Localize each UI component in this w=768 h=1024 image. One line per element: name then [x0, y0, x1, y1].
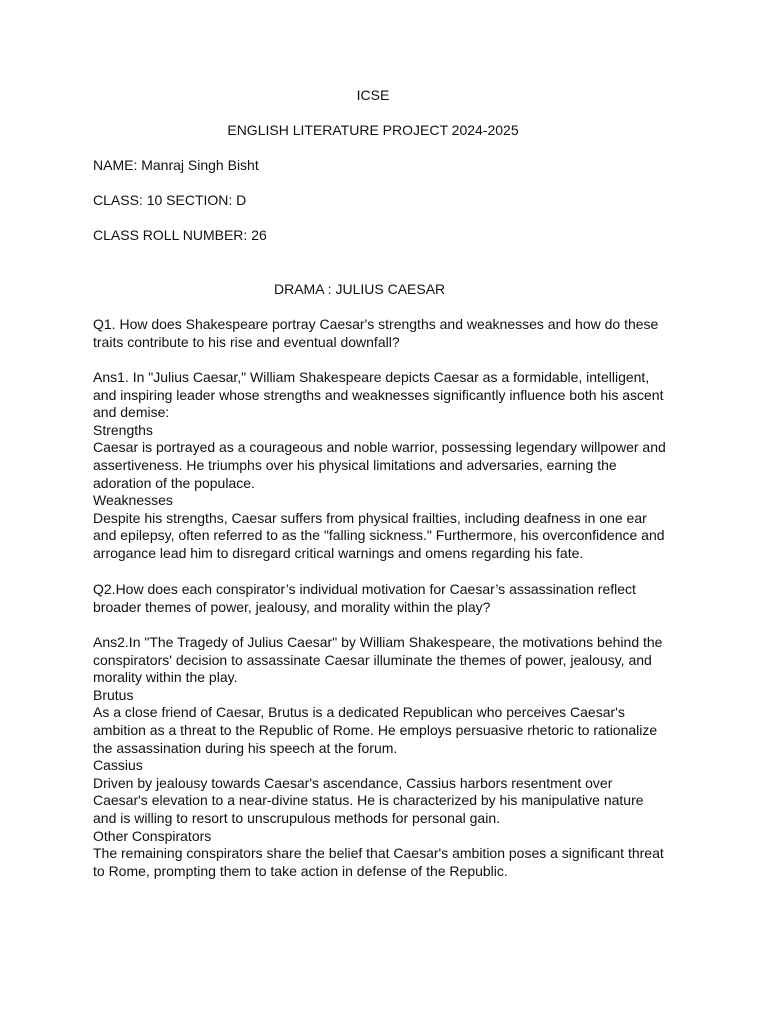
weaknesses-line: arrogance lead him to disregard critical warnings and omens regarding his fate.: [93, 544, 584, 561]
strengths-heading: Strengths: [93, 421, 153, 438]
q1-answer-line: and inspiring leader whose strengths and weaknesses significantly influence both his ascent: [93, 386, 664, 403]
cassius-line: and is willing to resort to unscrupulous methods for personal gain.: [93, 809, 500, 826]
q1-question-line: Q1. How does Shakespeare portray Caesar's strengths and weaknesses and how do these: [93, 316, 659, 332]
cassius-line: Driven by jealousy towards Caesar's ascendance, Cassius harbors resentment over: [93, 774, 613, 791]
weaknesses-heading: Weaknesses: [93, 492, 173, 509]
q2-question-line: Q2.How does each conspirator’s individual motivation for Caesar’s assassination reflect: [93, 581, 636, 597]
weaknesses-line: Despite his strengths, Caesar suffers from physical frailties, including deafness in one ear: [93, 509, 647, 526]
brutus-line: ambition as a threat to the Republic of Rome. He employs persuasive rhetoric to rationalize: [93, 721, 658, 738]
q2-question-line: broader themes of power, jealousy, and morality within the play?: [93, 598, 491, 615]
strengths-line: Caesar is portrayed as a courageous and noble warrior, possessing legendary willpower and: [93, 439, 666, 456]
q1-answer-line: Ans1. In "Julius Caesar," William Shakespeare depicts Caesar as a formidable, intelligent,: [93, 369, 650, 385]
board-title: ICSE: [356, 87, 390, 103]
q2-answer-line: Ans2.In "The Tragedy of Julius Caesar" by William Shakespeare, the motivations behind the: [93, 634, 663, 650]
brutus-line: the assassination during his speech at the forum.: [93, 739, 398, 756]
class-section: CLASS: 10 SECTION: D: [93, 192, 247, 208]
q1-answer: [93, 369, 678, 563]
roll-number: CLASS ROLL NUMBER: 26: [93, 227, 267, 243]
other-conspirators-line: to Rome, prompting them to take action in defense of the Republic.: [93, 862, 508, 879]
other-conspirators-heading: Other Conspirators: [93, 827, 212, 844]
q2-answer-line: conspirators' decision to assassinate Caesar illuminate the themes of power, jealousy, and: [93, 651, 652, 668]
drama-title: DRAMA : JULIUS CAESAR: [274, 281, 446, 297]
strengths-line: adoration of the populace.: [93, 474, 255, 491]
cassius-heading: Cassius: [93, 757, 143, 774]
project-title: ENGLISH LITERATURE PROJECT 2024-2025: [227, 122, 519, 138]
q2-question: [93, 581, 678, 616]
brutus-heading: Brutus: [93, 686, 134, 703]
q2-answer: [93, 634, 678, 880]
cassius-line: Caesar's elevation to a near-divine status. He is characterized by his manipulative nature: [93, 792, 644, 809]
brutus-line: As a close friend of Caesar, Brutus is a dedicated Republican who perceives Caesar's: [93, 704, 625, 721]
q1-question: [93, 316, 678, 351]
q2-answer-line: morality within the play.: [93, 669, 238, 686]
student-name: NAME: Manraj Singh Bisht: [93, 157, 259, 173]
strengths-line: assertiveness. He triumphs over his physical limitations and adversaries, earning the: [93, 456, 617, 473]
q1-answer-line: and demise:: [93, 404, 170, 421]
q1-question-line: traits contribute to his rise and eventual downfall?: [93, 333, 400, 350]
other-conspirators-line: The remaining conspirators share the belief that Caesar's ambition poses a significant threat: [93, 845, 664, 862]
weaknesses-line: and epilepsy, often referred to as the "falling sickness." Furthermore, his overconfidence and: [93, 527, 665, 544]
